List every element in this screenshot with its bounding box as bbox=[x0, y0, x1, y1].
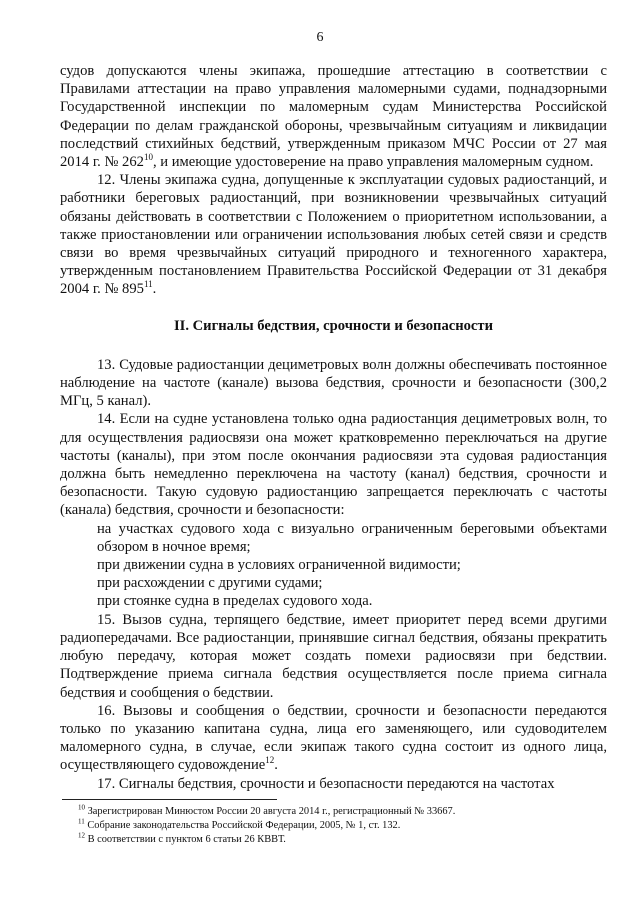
paragraph-continuation: судов допускаются члены экипажа, прошедшие аттестацию в соответствии с Правилами аттестации на право управления маломерными судами, поднадзорными Государственной инспекции по маломерным судам Министерства Российской Федерации по делам гражданской обороны, чрезвычайным ситуациям и ликвидации последствий стихийных бедствий, утвержденным приказом МЧС России от 27 мая 2014 г. № $262^{10}$, и имеющие удостоверение на право управления маломерным судном. bbox=[60, 63, 607, 171]
footnote-12: $^{12}$ В соответствии с пунктом 6 статьи 26 КВВТ. bbox=[78, 831, 286, 845]
footnote-ref-11[interactable]: 11 bbox=[143, 279, 153, 290]
paragraph-16: 16. Вызовы и сообщения о бедствии, срочности и безопасности передаются только по указанию капитана судна, лица его заменяющего, или судоводителем маломерного судна, в случае, если экипаж такого судна состоит из одного лица, осуществляющего судовождение$^{12}$. bbox=[60, 702, 607, 774]
paragraph-12: 12. Члены экипажа судна, допущенные к эксплуатации судовых радиостанций, и работники береговых радиостанций, при возникновении чрезвычайных ситуаций обязаны действовать в соответствии с Положением о приоритетном использовании, а также приостановлении или ограничении использования любых сетей связи и средств связи во время чрезвычайных ситуаций природного и техногенного характера, утвержденным постановлением Правительства Российской Федерации от 31 декабря 2004 г. № $895^{11}$. bbox=[60, 172, 607, 298]
footnote-11: $^{11}$ Собрание законодательства Российской Федерации, 2005, № 1, ст. 132. bbox=[78, 817, 401, 831]
footnote-divider bbox=[62, 799, 277, 800]
paragraph-17: 17. Сигналы бедствия, срочности и безопасности передаются на частотах bbox=[97, 775, 555, 792]
footnote-ref-10[interactable]: 10 bbox=[143, 152, 153, 163]
list-item: при стоянке судна в пределах судового хода. bbox=[97, 593, 373, 610]
list-item: при движении судна в условиях ограниченной видимости; bbox=[97, 557, 461, 574]
footnote-10: $^{10}$ Зарегистрирован Минюстом России 20 августа 2014 г., регистрационный № 33667. bbox=[78, 803, 456, 817]
paragraph-15: 15. Вызов судна, терпящего бедствие, имеет приоритет перед всеми другими радиопередачами. Все радиостанции, принявшие сигнал бедствия, обязаны прекратить любую передачу, которая может создать помехи радиосвязи при бедствии. Подтверждение приема сигнала бедствия осуществляется после приема сигнала бедствия и сообщения о бедствии. bbox=[60, 611, 607, 701]
footnote-ref-12[interactable]: 12 bbox=[265, 755, 275, 766]
document-body bbox=[60, 62, 607, 793]
section-heading: II. Сигналы бедствия, срочности и безопасности bbox=[173, 317, 493, 334]
footnotes bbox=[78, 805, 598, 847]
paragraph-14: 14. Если на судне установлена только одна радиостанция дециметровых волн, то для осуществления радиосвязи она может кратковременно переключаться на другие частоты (каналы), при этом после окончания радиосвязи эта судовая радиостанция должна быть немедленно переключена на частоту (канал) бедствия, срочности и безопасности. Такую судовую радиостанцию запрещается переключать с частоты (канала) бедствия, срочности и безопасности: bbox=[60, 411, 607, 519]
list-item: на участках судового хода с визуально ограниченным береговыми объектами обзором в ночное время; bbox=[97, 520, 607, 555]
paragraph-13: 13. Судовые радиостанции дециметровых волн должны обеспечивать постоянное наблюдение на частоте (канале) вызова бедствия, срочности и безопасности (300,2 МГц, 5 канал). bbox=[60, 356, 607, 410]
list-item: при расхождении с другими судами; bbox=[97, 575, 323, 592]
page-number: 6 bbox=[316, 30, 324, 45]
